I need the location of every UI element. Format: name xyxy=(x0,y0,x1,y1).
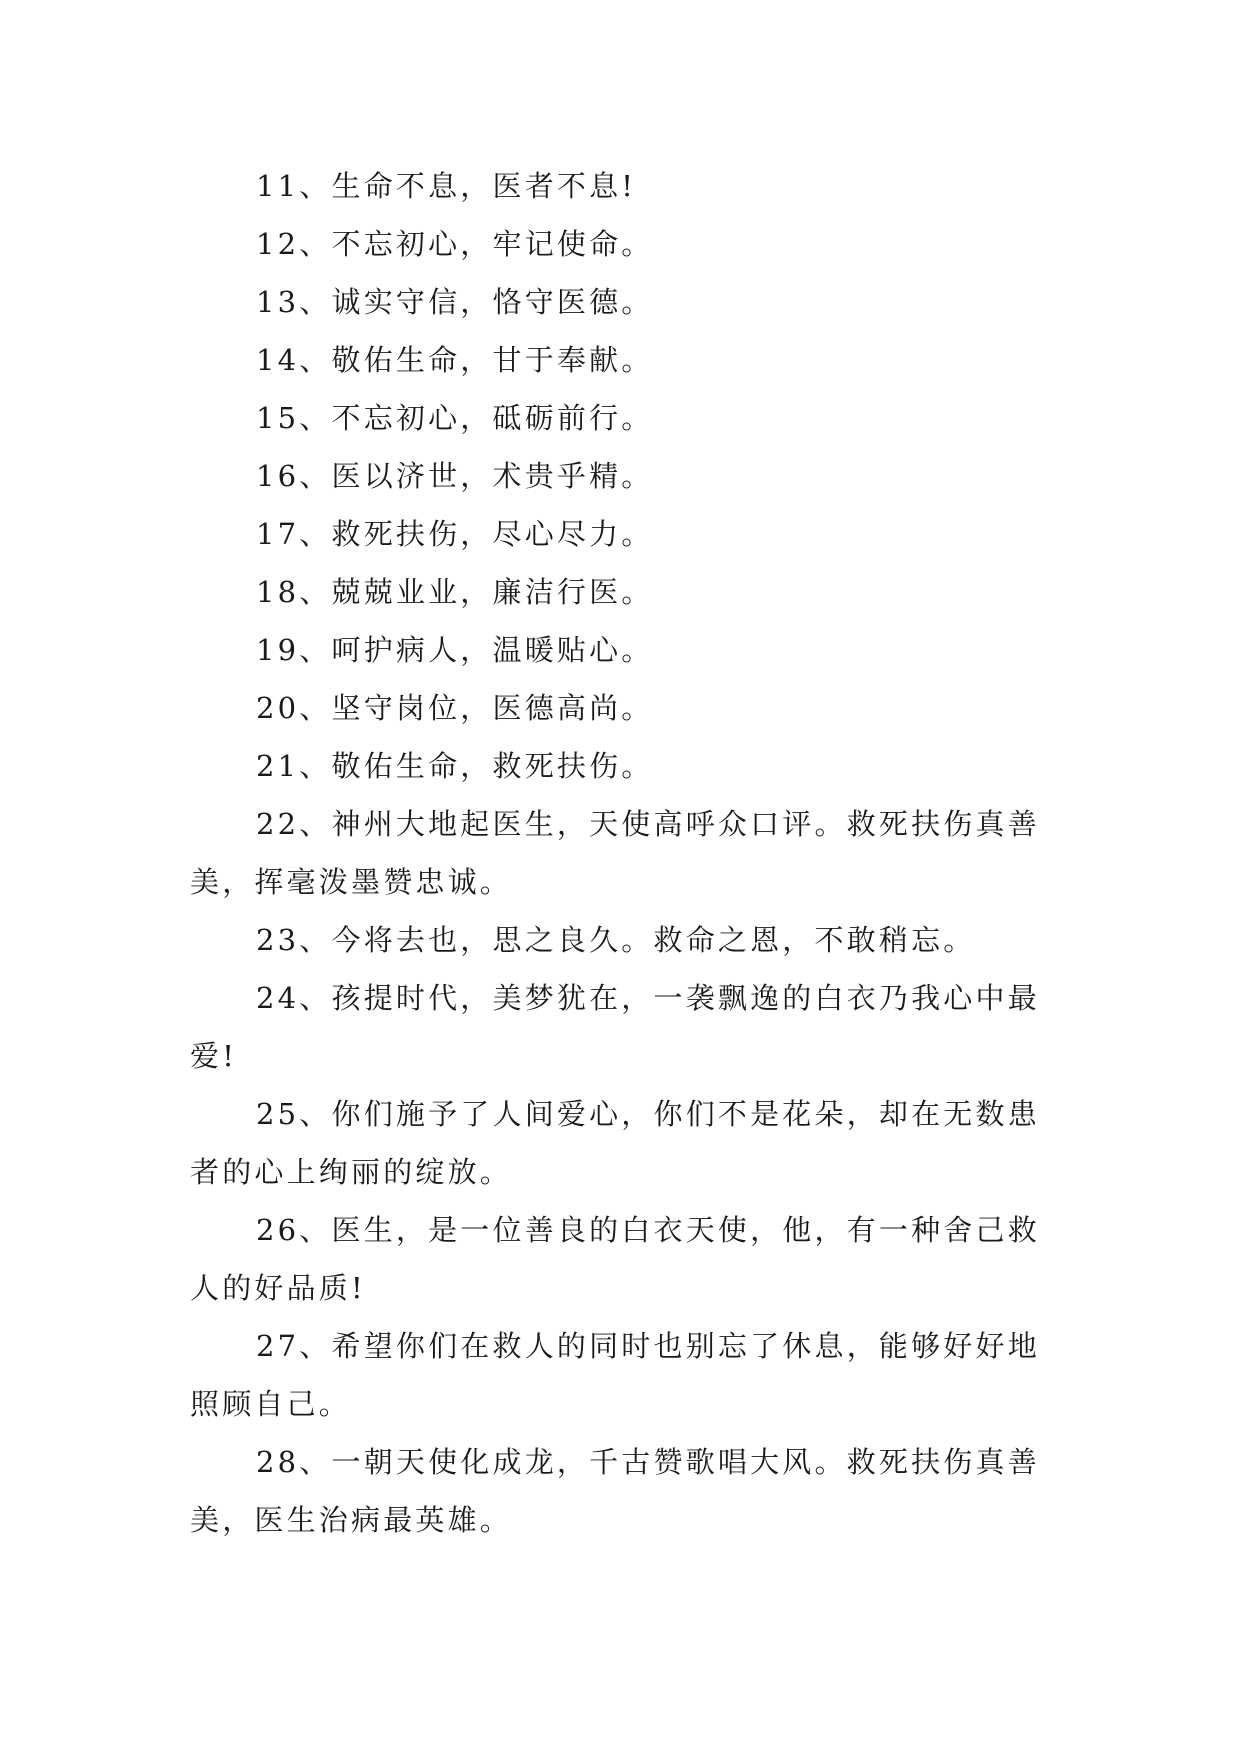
paragraph-25: 25、你们施予了人间爱心，你们不是花朵，却在无数患者的心上绚丽的绽放。 xyxy=(190,1097,1040,1189)
paragraph-22: 22、神州大地起医生，天使高呼众口评。救死扶伤真善美，挥毫泼墨赞忠诚。 xyxy=(190,807,1040,899)
paragraph-12: 12、不忘初心，牢记使命。 xyxy=(256,227,654,261)
paragraph-24: 24、孩提时代，美梦犹在，一袭飘逸的白衣乃我心中最爱! xyxy=(190,981,1040,1073)
paragraph-20: 20、坚守岗位，医德高尚。 xyxy=(256,691,654,725)
paragraph-26: 26、医生，是一位善良的白衣天使，他，有一种舍己救人的好品质! xyxy=(190,1213,1040,1305)
paragraph-18: 18、兢兢业业，廉洁行医。 xyxy=(256,575,654,609)
paragraph-21: 21、敬佑生命，救死扶伤。 xyxy=(256,749,654,783)
paragraph-23: 23、今将去也，思之良久。救命之恩，不敢稍忘。 xyxy=(256,923,976,957)
paragraph-13: 13、诚实守信，恪守医德。 xyxy=(256,285,654,319)
paragraph-15: 15、不忘初心，砥砺前行。 xyxy=(256,401,654,435)
paragraph-14: 14、敬佑生命，甘于奉献。 xyxy=(256,343,654,377)
paragraph-28: 28、一朝天使化成龙，千古赞歌唱大风。救死扶伤真善美，医生治病最英雄。 xyxy=(190,1445,1040,1537)
paragraph-16: 16、医以济世，术贵乎精。 xyxy=(256,459,654,493)
paragraph-11: 11、生命不息，医者不息! xyxy=(256,169,637,203)
paragraph-19: 19、呵护病人，温暖贴心。 xyxy=(256,633,654,667)
paragraph-17: 17、救死扶伤，尽心尽力。 xyxy=(256,517,654,551)
paragraph-27: 27、希望你们在救人的同时也别忘了休息，能够好好地照顾自己。 xyxy=(190,1329,1040,1421)
document-body xyxy=(190,157,1058,1549)
